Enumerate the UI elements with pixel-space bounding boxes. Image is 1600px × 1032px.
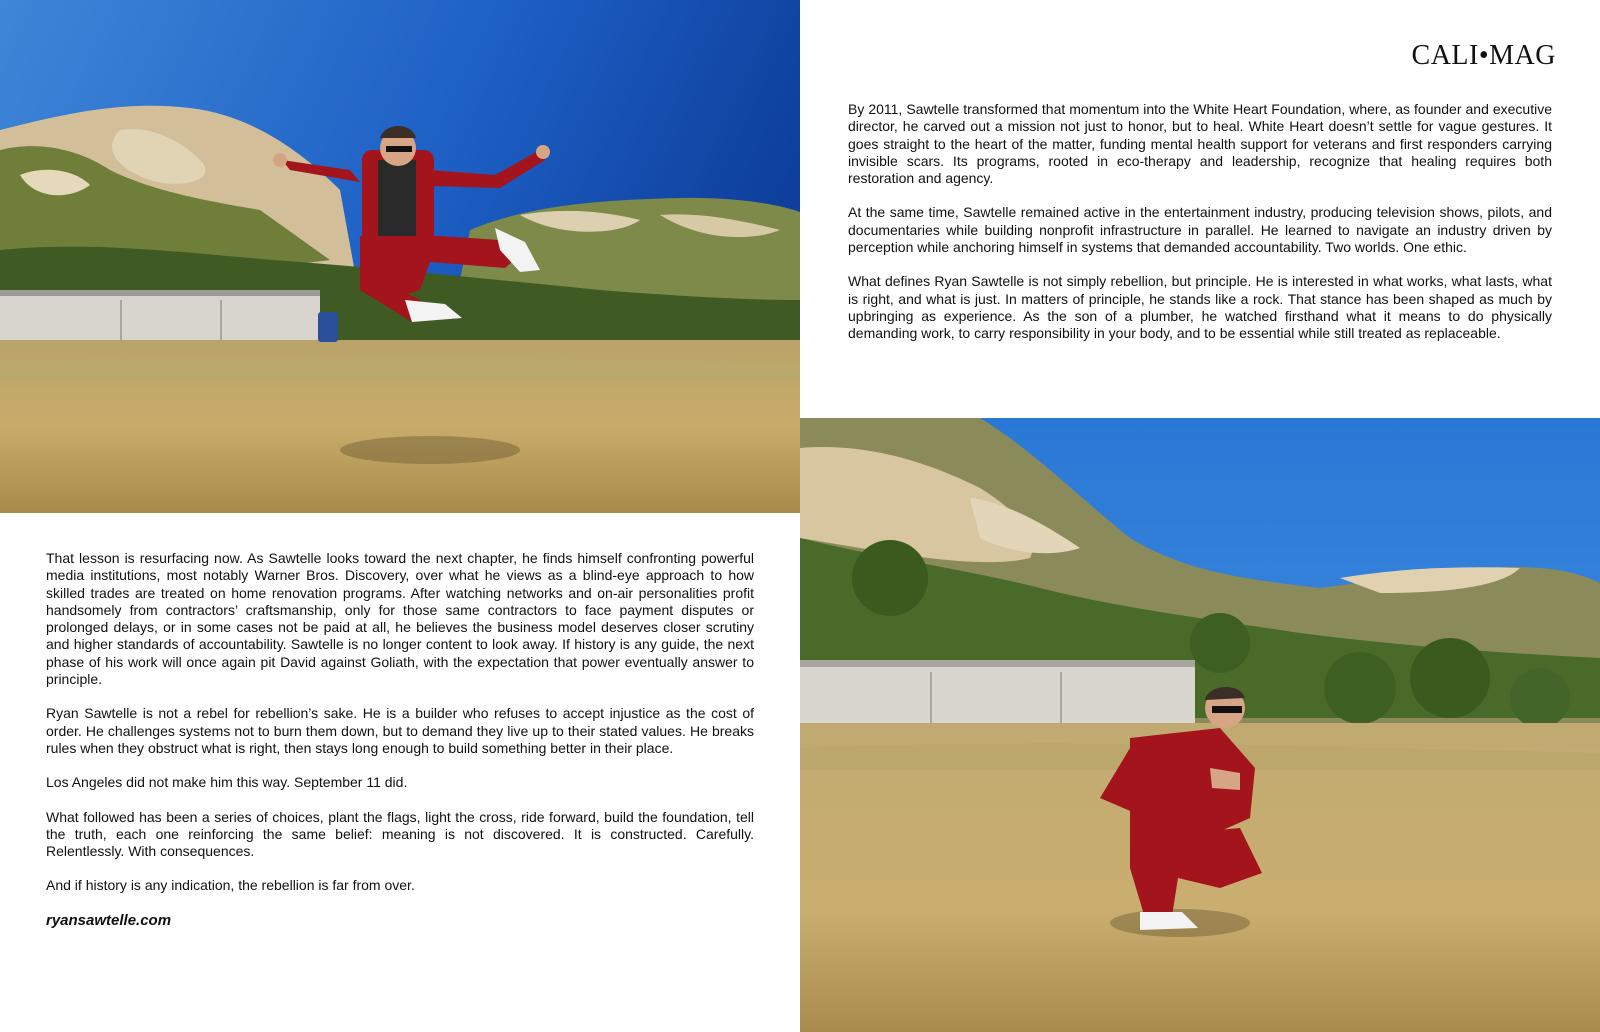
paragraph: And if history is any indication, the rebellion is far from over.: [46, 877, 415, 894]
crouching-man-illustration: [800, 418, 1600, 1032]
website-link[interactable]: ryansawtelle.com: [46, 911, 172, 929]
right-article-text: [848, 101, 1552, 360]
paragraph: That lesson is resurfacing now. As Sawtelle looks toward the next chapter, he finds himself confronting powerful media institutions, most notably Warner Bros. Discovery, over what he views as a blind-eye approach to how skilled trades are treated on home renovation programs. After watching networks and on-air personalities profit handsomely from contractors’ craftsmanship, only for those same contractors to face payment disputes or prolonged delays, or in some cases not be paid at all, he believes the business model deserves closer scrutiny and higher standards of accountability. Sawtelle is no longer content to look away. If history is any guide, the next phase of his work will once again pit David against Goliath, with the expectation that power eventually answer to principle.: [46, 550, 754, 688]
crouching-man-photo: [800, 418, 1600, 1032]
paragraph: What followed has been a series of choices, plant the flags, light the cross, ride forward, build the foundation, tell the truth, each one reinforcing the same belief: meaning is not discovered. It is constructed. Carefully. Relentlessly. With consequences.: [46, 808, 754, 860]
paragraph: What defines Ryan Sawtelle is not simply rebellion, but principle. He is interested in what works, what lasts, what is right, and what is just. In matters of principle, he stands like a rock. That stance has been shaped as much by upbringing as experience. As the son of a plumber, he watched firsthand what it means to do physically demanding work, to carry responsibility in your body, and to be essential while still treated as replaceable.: [848, 273, 1552, 342]
paragraph: By 2011, Sawtelle transformed that momentum into the White Heart Foundation, where, as founder and executive director, he carved out a mission not just to honor, but to heal. White Heart doesn’t settle for vague gestures. It goes straight to the heart of the matter, funding mental health support for veterans and first responders carrying invisible scars. Its programs, rooted in eco-therapy and leadership, recognize that healing requires both restoration and agency.: [848, 101, 1552, 187]
paragraph: Los Angeles did not make him this way. September 11 did.: [46, 774, 408, 791]
paragraph: Ryan Sawtelle is not a rebel for rebellion’s sake. He is a builder who refuses to accept injustice as the cost of order. He challenges systems not to burn them down, but to demand they live up to their stated values. He breaks rules when they obstruct what is right, then stays long enough to build something better in their place.: [46, 705, 754, 756]
jumping-man-illustration: [0, 0, 800, 513]
paragraph: At the same time, Sawtelle remained active in the entertainment industry, producing television shows, pilots, and documentaries while building nonprofit infrastructure in parallel. He learned to navigate an industry driven by perception while anchoring himself in systems that demanded accountability. Two worlds. One ethic.: [848, 204, 1552, 256]
right-page: [800, 0, 1600, 1032]
left-article-text: [46, 550, 754, 929]
magazine-logo: CALI•MAG: [1411, 40, 1556, 71]
jumping-man-photo: [0, 0, 800, 513]
